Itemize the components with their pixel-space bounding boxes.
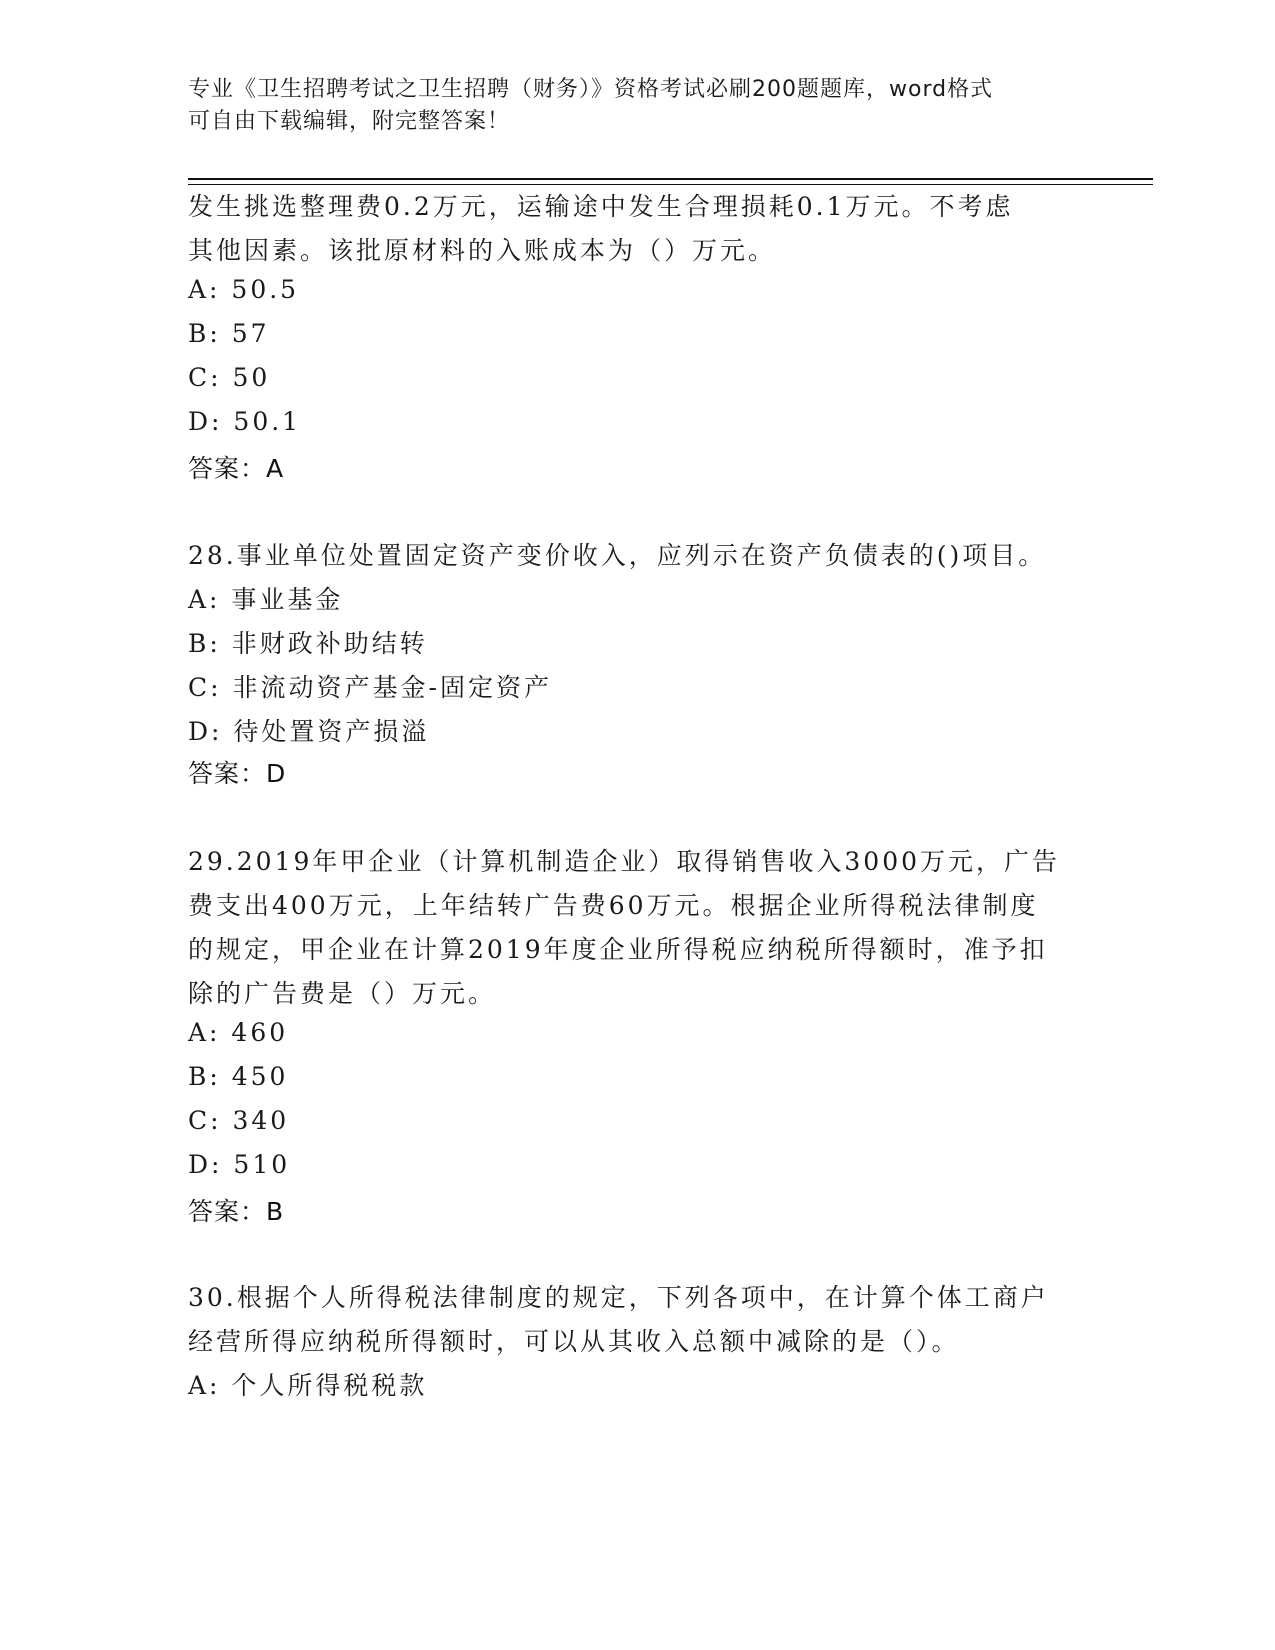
option-d: D: 510 [188, 1150, 291, 1179]
question-stem-line: 30.根据个人所得税法律制度的规定，下列各项中，在计算个体工商户 [188, 1283, 1049, 1312]
option-b: B: 非财政补助结转 [188, 629, 428, 658]
header-rule-thick [188, 178, 1153, 180]
question-stem-line: 除的广告费是（）万元。 [188, 979, 497, 1008]
answer-line: 答案：B [188, 1197, 285, 1226]
option-b: B: 57 [188, 319, 270, 348]
option-d: D: 待处置资产损溢 [188, 717, 430, 746]
question-stem-line: 发生挑选整理费0.2万元，运输途中发生合理损耗0.1万元。不考虑 [188, 192, 1014, 221]
option-a: A: 460 [188, 1018, 289, 1047]
question-stem-line: 费支出400万元，上年结转广告费60万元。根据企业所得税法律制度 [188, 891, 1039, 920]
question-stem-line: 29.2019年甲企业（计算机制造企业）取得销售收入3000万元，广告 [188, 847, 1061, 876]
question-stem-line: 经营所得应纳税所得额时，可以从其收入总额中减除的是（）。 [188, 1327, 960, 1356]
option-d: D: 50.1 [188, 407, 302, 436]
option-c: C: 非流动资产基金-固定资产 [188, 673, 552, 702]
header-rule-thin [188, 184, 1153, 185]
answer-line: 答案：D [188, 759, 287, 788]
header-line-2: 可自由下载编辑，附完整答案！ [188, 109, 511, 134]
option-a: A: 50.5 [188, 275, 300, 304]
option-a: A: 个人所得税税款 [188, 1371, 428, 1400]
question-stem-line: 28.事业单位处置固定资产变价收入，应列示在资产负债表的()项目。 [188, 541, 1047, 570]
option-b: B: 450 [188, 1062, 289, 1091]
answer-line: 答案：A [188, 454, 285, 483]
document-header [188, 74, 1068, 138]
question-stem-line: 的规定，甲企业在计算2019年度企业所得税应纳税所得额时，准予扣 [188, 935, 1048, 964]
header-line-1: 专业《卫生招聘考试之卫生招聘（财务）》资格考试必刷200题题库，word格式 [188, 77, 994, 102]
question-stem-line: 其他因素。该批原材料的入账成本为（）万元。 [188, 236, 777, 265]
option-a: A: 事业基金 [188, 585, 344, 614]
option-c: C: 50 [188, 363, 271, 392]
option-c: C: 340 [188, 1106, 290, 1135]
